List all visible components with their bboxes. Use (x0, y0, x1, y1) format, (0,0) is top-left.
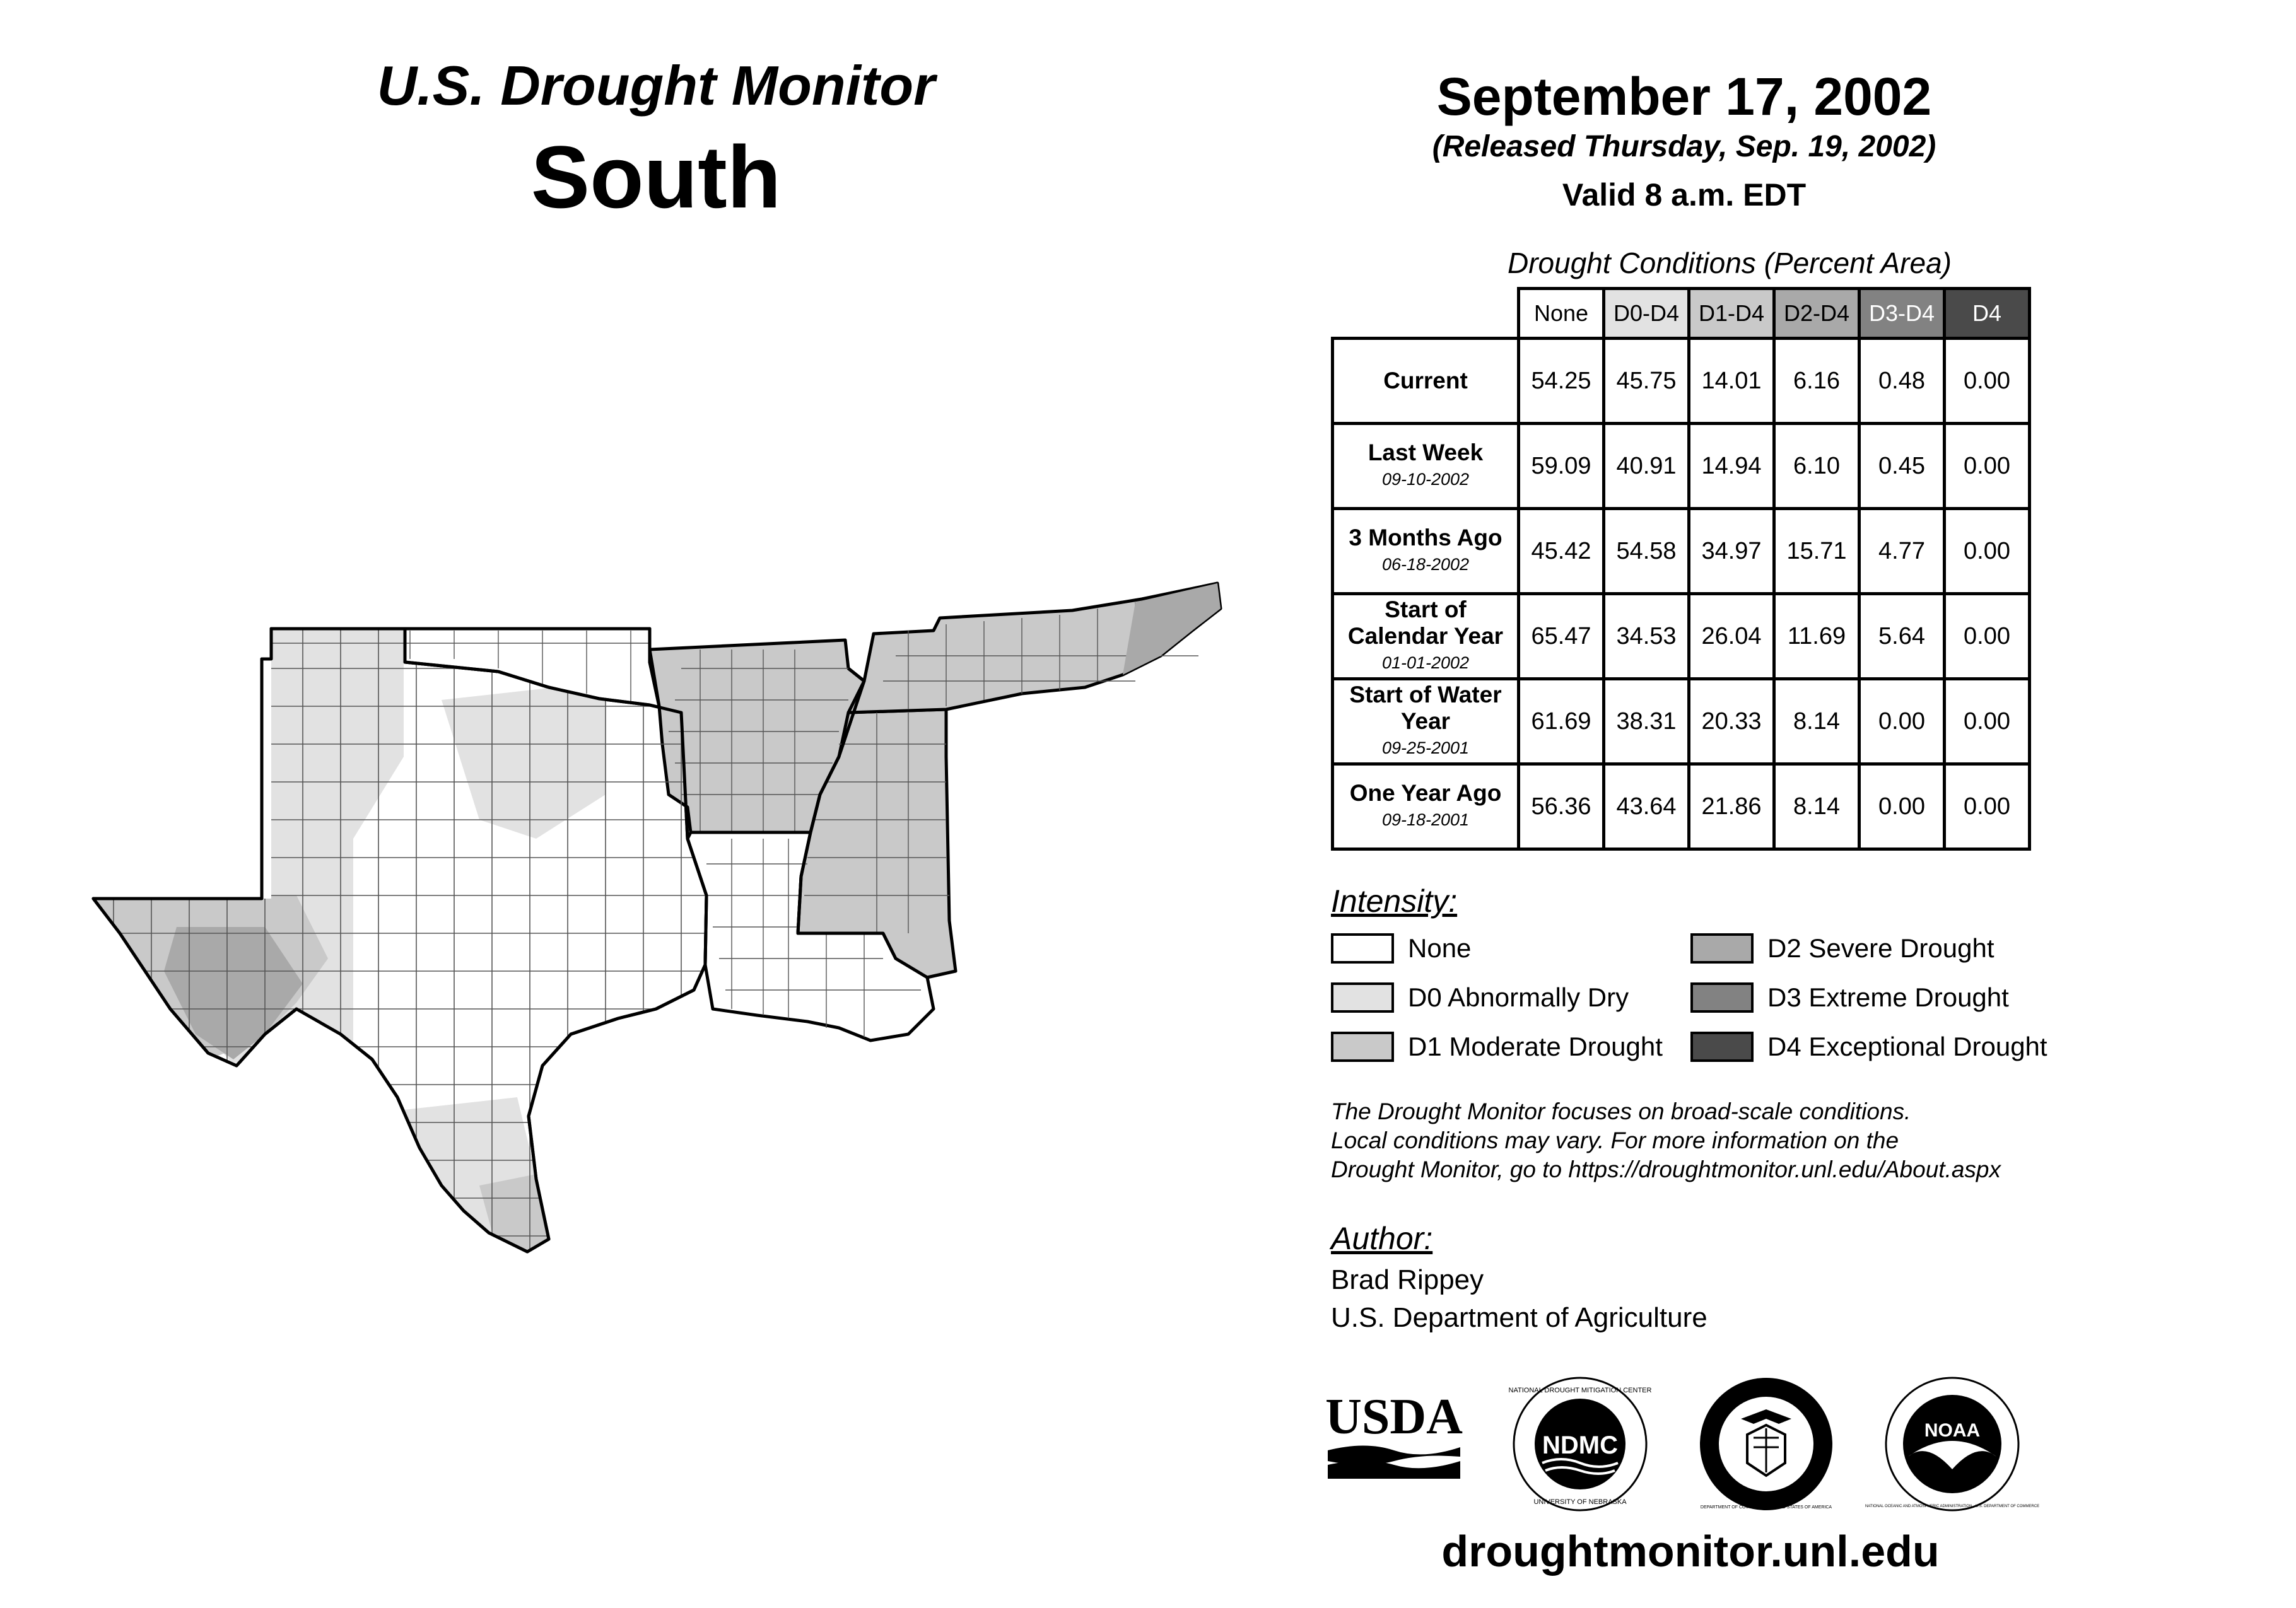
table-cell: 0.00 (1945, 679, 2030, 764)
row-label-text: Start of Water Year (1349, 682, 1502, 734)
row-label (1333, 509, 1519, 594)
table-cell: 43.64 (1604, 764, 1689, 849)
ndmc-ring-bottom: UNIVERSITY OF NEBRASKA (1533, 1498, 1627, 1506)
legend-swatch (1331, 982, 1394, 1013)
noaa-ring-text: NATIONAL OCEANIC AND ATMOSPHERIC ADMINISTRATION · U.S. DEPARTMENT OF COMMERCE (1865, 1505, 2040, 1508)
note-line: Local conditions may vary. For more information on the (1331, 1127, 1899, 1153)
legend-item-d0 (1331, 982, 1629, 1013)
legend-item-none (1331, 933, 1471, 964)
d2-area-east-tennessee (1123, 583, 1221, 675)
table-cell: 61.69 (1519, 679, 1604, 764)
row-label-text: 3 Months Ago (1349, 525, 1502, 551)
legend-title: Intensity: (1331, 883, 1458, 919)
ndmc-logo (1508, 1375, 1652, 1513)
table-cell: 0.00 (1945, 509, 2030, 594)
table-row (1333, 679, 2030, 764)
table-cell: 14.94 (1689, 424, 1774, 509)
row-label-text: Last Week (1368, 440, 1484, 465)
legend-label: D0 Abnormally Dry (1408, 982, 1629, 1012)
legend-item-d4 (1690, 1032, 2047, 1062)
note-line: Drought Monitor, go to https://droughtmonitor.unl.edu/About.aspx (1331, 1156, 2001, 1182)
table-cell: 8.14 (1774, 764, 1860, 849)
legend-item-d1 (1331, 1032, 1663, 1062)
row-label-date: 06-18-2002 (1381, 555, 1470, 574)
table-cell: 0.00 (1945, 764, 2030, 849)
table-cell: 45.75 (1604, 339, 1689, 424)
table-cell: 56.36 (1519, 764, 1604, 849)
legend-swatch (1331, 1032, 1394, 1062)
table-cell: 40.91 (1604, 424, 1689, 509)
table-cell: 65.47 (1519, 594, 1604, 679)
table-cell: 34.97 (1689, 509, 1774, 594)
row-label-text: Current (1383, 368, 1468, 393)
table-cell: 54.25 (1519, 339, 1604, 424)
footer-url[interactable]: droughtmonitor.unl.edu (1441, 1527, 1940, 1576)
table-cell: 14.01 (1689, 339, 1774, 424)
column-header: D2-D4 (1774, 289, 1860, 339)
table-cell: 54.58 (1604, 509, 1689, 594)
column-header: D4 (1945, 289, 2030, 339)
table-cell: 0.00 (1945, 339, 2030, 424)
table-cell: 15.71 (1774, 509, 1860, 594)
table-cell: 21.86 (1689, 764, 1774, 849)
map-date: September 17, 2002 (1436, 67, 1932, 126)
table-cell: 45.42 (1519, 509, 1604, 594)
row-label (1333, 679, 1519, 764)
table-cell: 0.00 (1945, 424, 2030, 509)
table-row (1333, 424, 2030, 509)
table-row (1333, 339, 2030, 424)
commerce-ring-text: DEPARTMENT OF COMMERCE · UNITED STATES OF AMERICA (1700, 1505, 1832, 1510)
table-row (1333, 764, 2030, 849)
noaa-wordmark: NOAA (1924, 1420, 1981, 1441)
row-label-text: Start of Calendar Year (1347, 597, 1504, 649)
row-label (1333, 424, 1519, 509)
row-label-text: One Year Ago (1349, 780, 1502, 806)
legend-label: D4 Exceptional Drought (1767, 1032, 2047, 1061)
table-cell: 5.64 (1860, 594, 1945, 679)
table-cell: 38.31 (1604, 679, 1689, 764)
table-cell: 0.00 (1860, 679, 1945, 764)
noaa-logo (1865, 1375, 2040, 1513)
column-header: D0-D4 (1604, 289, 1689, 339)
legend-item-d3 (1690, 982, 2009, 1013)
usda-wordmark: USDA (1325, 1389, 1463, 1445)
author-organization: U.S. Department of Agriculture (1331, 1302, 1707, 1333)
legend-label: D3 Extreme Drought (1767, 982, 2009, 1012)
table-row (1333, 509, 2030, 594)
table-cell: 6.10 (1774, 424, 1860, 509)
release-date: (Released Thursday, Sep. 19, 2002) (1432, 130, 1936, 163)
table-cell: 0.00 (1945, 594, 2030, 679)
row-label-date: 09-18-2001 (1381, 810, 1470, 829)
table-cell: 26.04 (1689, 594, 1774, 679)
legend-item-d2 (1690, 933, 1994, 964)
drought-stats-table (1331, 287, 2031, 851)
table-row (1333, 594, 2030, 679)
table-cell: 34.53 (1604, 594, 1689, 679)
table-header-row (1333, 289, 2030, 339)
row-label (1333, 594, 1519, 679)
corner-cell (1333, 289, 1519, 339)
table-cell: 0.00 (1860, 764, 1945, 849)
legend-swatch (1690, 1032, 1754, 1062)
row-label (1333, 339, 1519, 424)
table-caption: Drought Conditions (Percent Area) (1508, 247, 1952, 279)
column-header: None (1519, 289, 1604, 339)
table-cell: 0.48 (1860, 339, 1945, 424)
region-title: South (530, 127, 782, 226)
column-header: D3-D4 (1860, 289, 1945, 339)
legend-label: D2 Severe Drought (1767, 933, 1994, 963)
legend-swatch (1331, 933, 1394, 964)
author-name: Brad Rippey (1331, 1264, 1484, 1295)
table-cell: 4.77 (1860, 509, 1945, 594)
commerce-seal-logo (1697, 1375, 1836, 1513)
legend-label: None (1408, 933, 1472, 963)
table-cell: 59.09 (1519, 424, 1604, 509)
legend-swatch (1690, 933, 1754, 964)
row-label-date: 09-25-2001 (1381, 738, 1470, 757)
valid-time: Valid 8 a.m. EDT (1562, 177, 1807, 213)
usda-logo (1325, 1389, 1463, 1485)
ndmc-wordmark: NDMC (1542, 1431, 1618, 1459)
row-label-date: 09-10-2002 (1381, 470, 1470, 489)
table-cell: 0.45 (1860, 424, 1945, 509)
map-title: U.S. Drought Monitor (377, 54, 935, 117)
table-cell: 6.16 (1774, 339, 1860, 424)
legend-label: D1 Moderate Drought (1408, 1032, 1663, 1061)
ndmc-ring-top: NATIONAL DROUGHT MITIGATION CENTER (1508, 1387, 1652, 1394)
table-cell: 20.33 (1689, 679, 1774, 764)
table-cell: 8.14 (1774, 679, 1860, 764)
disclaimer-note (1331, 1097, 2001, 1184)
row-label (1333, 764, 1519, 849)
legend-swatch (1690, 982, 1754, 1013)
column-header: D1-D4 (1689, 289, 1774, 339)
note-line: The Drought Monitor focuses on broad-scale conditions. (1331, 1098, 1911, 1124)
row-label-date: 01-01-2002 (1381, 653, 1470, 672)
author-heading: Author: (1331, 1221, 1433, 1256)
table-cell: 11.69 (1774, 594, 1860, 679)
